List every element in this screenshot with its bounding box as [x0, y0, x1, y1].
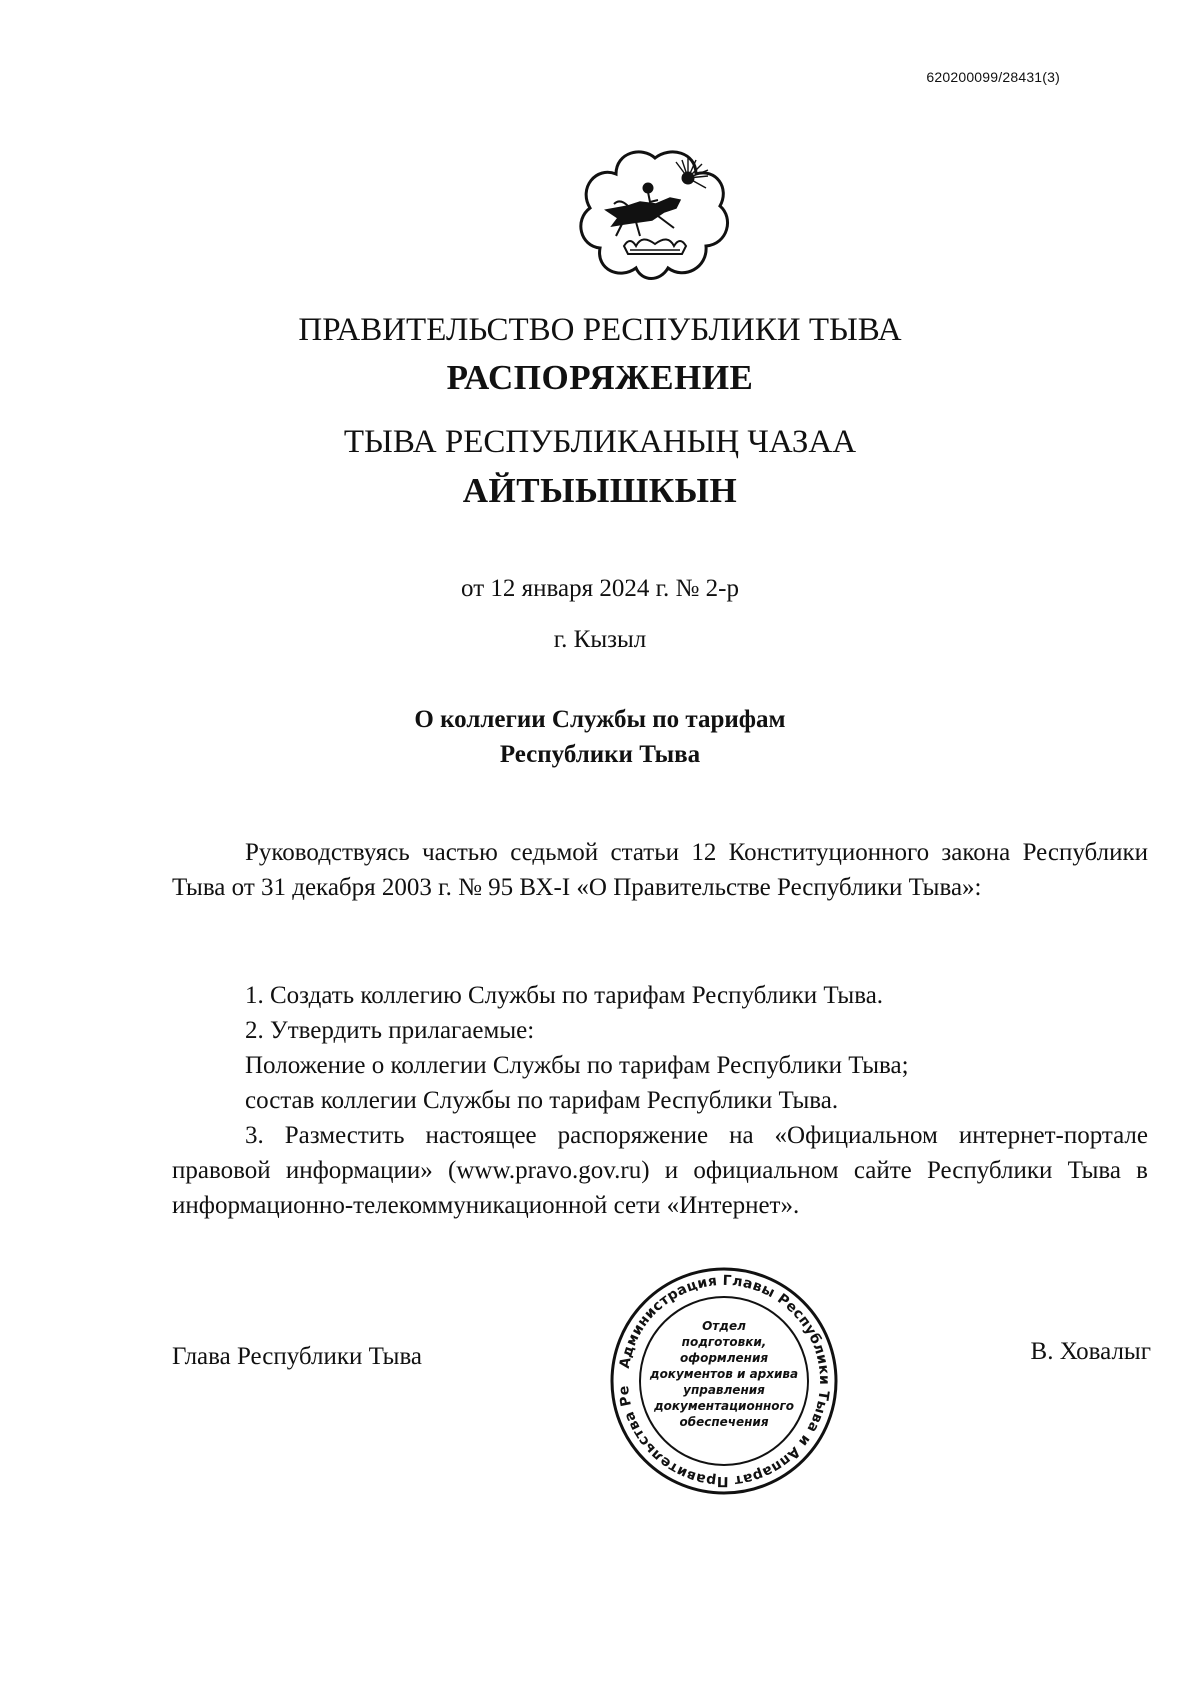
svg-text:Отдел: Отдел [702, 1319, 746, 1333]
list-item-1: 1. Создать коллегию Службы по тарифам Республики Тыва. [245, 982, 884, 1009]
document-type-ru: РАСПОРЯЖЕНИЕ [446, 358, 754, 397]
signatory-name: В. Ховалыг [1030, 1338, 1151, 1365]
subject-line-2: Республики Тыва [499, 741, 701, 768]
document-number: 620200099/28431(3) [926, 69, 1060, 85]
svg-text:документов и архива: документов и архива [649, 1367, 799, 1381]
document-date: от 12 января 2024 г. № 2-р [461, 575, 739, 602]
tuva-coat-of-arms-icon [578, 148, 732, 282]
svg-text:обеспечения: обеспечения [679, 1415, 769, 1429]
document-subject [0, 702, 1200, 772]
document-city: г. Кызыл [553, 626, 647, 653]
list-item-2: 2. Утвердить прилагаемые: [245, 1017, 535, 1044]
svg-text:документационного: документационного [653, 1399, 795, 1413]
government-title-ru: ПРАВИТЕЛЬСТВО РЕСПУБЛИКИ ТЫВА [298, 312, 902, 348]
svg-text:подготовки,: подготовки, [681, 1335, 767, 1349]
svg-text:управления: управления [683, 1383, 765, 1397]
document-type-tyv: АЙТЫЫШКЫН [462, 471, 738, 510]
preamble-paragraph: Руководствуясь частью седьмой статьи 12 Конституционного закона Республики Тыва от 31 декабря 2003 г. № 95 ВХ-I «О Правительстве Республики Тыва»: [172, 839, 1148, 901]
official-seal-stamp [609, 1266, 839, 1496]
list-item-2a: Положение о коллегии Службы по тарифам Республики Тыва; [245, 1052, 909, 1079]
list-item-2b: состав коллегии Службы по тарифам Республики Тыва. [245, 1087, 839, 1114]
svg-text:Администрация Главы Республики: Администрация Главы Республики Тыва и Аппарат Правительства Ре [616, 1272, 833, 1490]
signatory-position: Глава Республики Тыва [172, 1343, 423, 1370]
svg-text:оформления: оформления [679, 1351, 769, 1365]
list-item-3: 3. Разместить настоящее распоряжение на «Официальном интернет-портале правовой информации» (www.pravo.gov.ru) и официальном сайте Республики Тыва в информационно-телекоммуникационной сети «Интернет». [172, 1122, 1148, 1219]
government-title-tyv: ТЫВА РЕСПУБЛИКАНЫҢ ЧАЗАА [343, 424, 857, 460]
subject-line-1: О коллегии Службы по тарифам [414, 706, 786, 733]
